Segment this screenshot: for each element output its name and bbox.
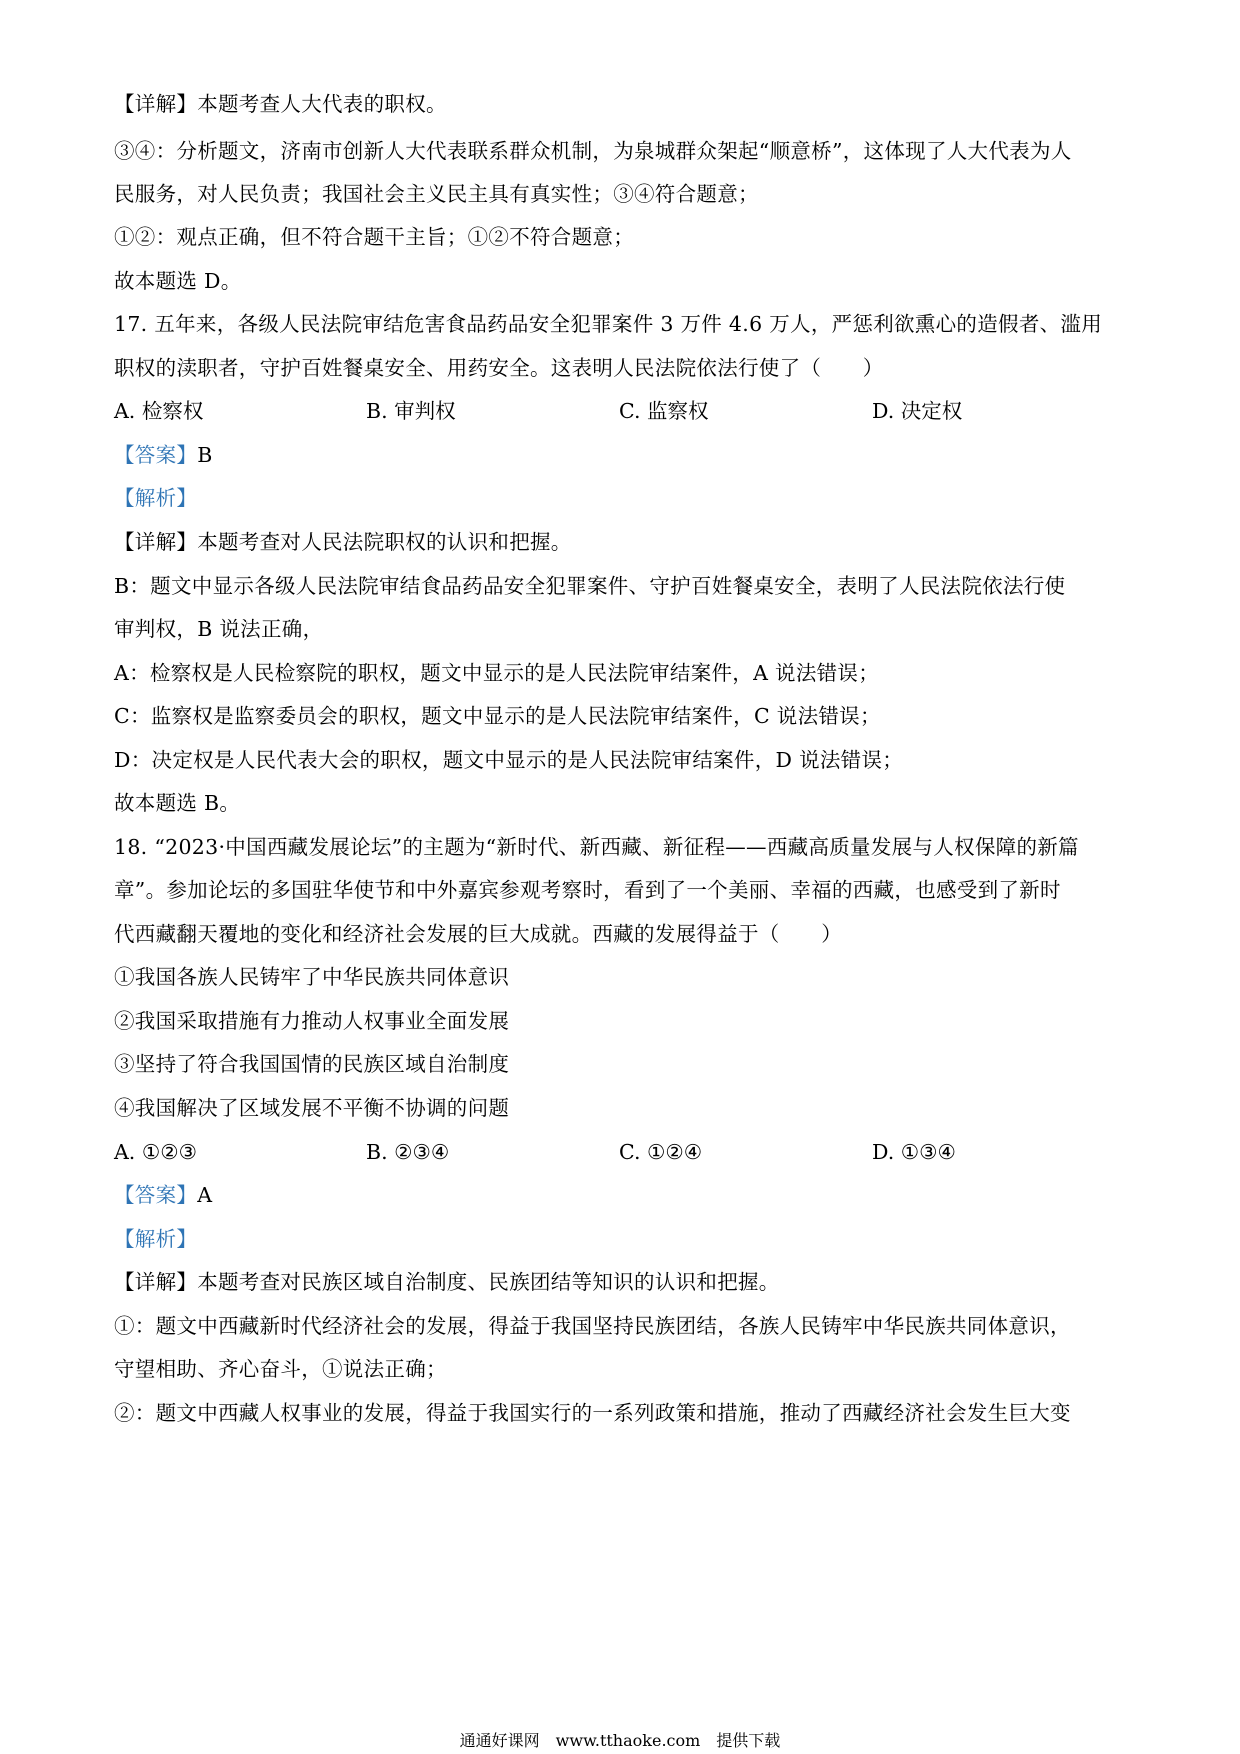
q17-detail-line-7: 故本题选 B。 xyxy=(114,791,241,815)
q18-statement-4: ④我国解决了区域发展不平衡不协调的问题 xyxy=(114,1096,510,1120)
q18-detail-line-4: ②：题文中西藏人权事业的发展，得益于我国实行的一系列政策和措施，推动了西藏经济社会发生巨大变 xyxy=(114,1401,1071,1425)
q16-detail-line-5: 故本题选 D。 xyxy=(114,269,242,293)
detail-text: 本题考查人大代表的职权。 xyxy=(197,92,447,116)
q17-detail-line-1 xyxy=(114,528,1134,556)
q17-option-d: D. 决定权 xyxy=(872,399,963,423)
q18-option-a: A. ①②③ xyxy=(114,1140,197,1164)
detail-tag: 【详解】 xyxy=(114,92,198,116)
q16-detail-line-1 xyxy=(114,90,1134,118)
answer-tag: 【答案】 xyxy=(114,1183,198,1207)
q18-statement-3: ③坚持了符合我国国情的民族区域自治制度 xyxy=(114,1052,510,1076)
analysis-tag: 【解析】 xyxy=(114,486,198,510)
q18-option-d: D. ①③④ xyxy=(872,1140,956,1164)
detail-tag: 【详解】 xyxy=(114,1270,198,1294)
q17-detail-line-4: A：检察权是人民检察院的职权，题文中显示的是人民法院审结案件，A 说法错误； xyxy=(114,661,880,685)
q17-options xyxy=(114,397,1134,425)
q18-statement-1: ①我国各族人民铸牢了中华民族共同体意识 xyxy=(114,965,510,989)
q18-options xyxy=(114,1138,1134,1166)
q18-answer xyxy=(114,1181,1134,1209)
q16-detail-line-2: ③④：分析题文，济南市创新人大代表联系群众机制，为泉城群众架起“顺意桥”，这体现了人大代表为人 xyxy=(114,139,1072,163)
q17-stem-line-2: 职权的渎职者，守护百姓餐桌安全、用药安全。这表明人民法院依法行使了（ ） xyxy=(114,356,884,380)
q18-statement-2: ②我国采取措施有力推动人权事业全面发展 xyxy=(114,1009,510,1033)
analysis-tag: 【解析】 xyxy=(114,1227,198,1251)
q17-detail-line-5: C：监察权是监察委员会的职权，题文中显示的是人民法院审结案件，C 说法错误； xyxy=(114,704,881,728)
q17-analysis xyxy=(114,484,1134,512)
q17-detail-line-6: D：决定权是人民代表大会的职权，题文中显示的是人民法院审结案件，D 说法错误； xyxy=(114,748,904,772)
q18-detail-line-3: 守望相助、齐心奋斗，①说法正确； xyxy=(114,1357,447,1381)
q18-stem-line-3: 代西藏翻天覆地的变化和经济社会发展的巨大成就。西藏的发展得益于（ ） xyxy=(114,922,842,946)
q17-answer xyxy=(114,441,1134,469)
q17-option-a: A. 检察权 xyxy=(114,399,204,423)
q17-detail-line-3: 审判权，B 说法正确， xyxy=(114,617,324,641)
q18-stem-line-2: 章”。参加论坛的多国驻华使节和中外嘉宾参观考察时，看到了一个美丽、幸福的西藏，也感受到了新时 xyxy=(114,878,1061,902)
q17-option-c: C. 监察权 xyxy=(619,399,709,423)
q17-stem-line-1: 17. 五年来，各级人民法院审结危害食品药品安全犯罪案件 3 万件 4.6 万人，严惩利欲熏心的造假者、滥用 xyxy=(114,312,1103,336)
answer-tag: 【答案】 xyxy=(114,443,198,467)
q18-analysis xyxy=(114,1225,1134,1253)
answer-value: A xyxy=(197,1183,213,1207)
q16-detail-line-4: ①②：观点正确，但不符合题干主旨；①②不符合题意； xyxy=(114,225,634,249)
q17-detail-line-2: B：题文中显示各级人民法院审结食品药品安全犯罪案件、守护百姓餐桌安全，表明了人民法院依法行使 xyxy=(114,574,1066,598)
q18-option-b: B. ②③④ xyxy=(366,1140,450,1164)
q17-option-b: B. 审判权 xyxy=(366,399,456,423)
detail-tag: 【详解】 xyxy=(114,530,198,554)
q18-detail-line-2: ①：题文中西藏新时代经济社会的发展，得益于我国坚持民族团结，各族人民铸牢中华民族共同体意识， xyxy=(114,1314,1071,1338)
q18-detail-line-1 xyxy=(114,1268,1134,1296)
q18-stem-line-1: 18. “2023·中国西藏发展论坛”的主题为“新时代、新西藏、新征程——西藏高质量发展与人权保障的新篇 xyxy=(114,835,1079,859)
page-footer: 通通好课网 www.tthaoke.com 提供下载 xyxy=(459,1731,781,1750)
q18-option-c: C. ①②④ xyxy=(619,1140,703,1164)
answer-value: B xyxy=(197,443,213,467)
detail-text: 本题考查对人民法院职权的认识和把握。 xyxy=(197,530,572,554)
detail-text: 本题考查对民族区域自治制度、民族团结等知识的认识和把握。 xyxy=(197,1270,780,1294)
q16-detail-line-3: 民服务，对人民负责；我国社会主义民主具有真实性；③④符合题意； xyxy=(114,182,759,206)
